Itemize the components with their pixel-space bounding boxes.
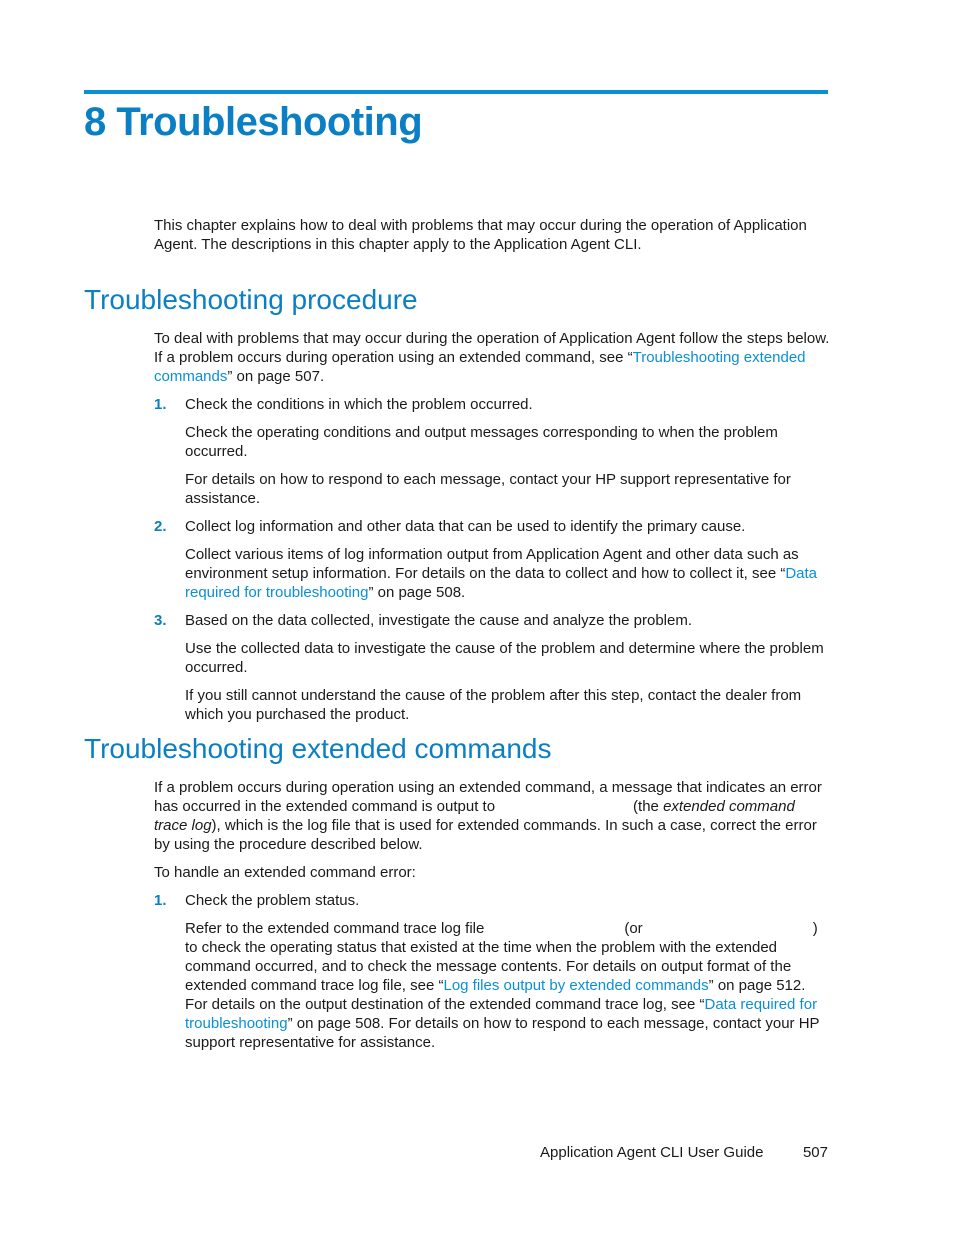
step-number: 2. bbox=[154, 518, 167, 535]
section-extended-body bbox=[154, 778, 830, 1061]
extended-lead: To handle an extended command error: bbox=[154, 864, 416, 881]
section-procedure-body bbox=[154, 329, 830, 733]
list-item: 2. Collect log information and other data that can be used to identify the primary cause. bbox=[154, 518, 746, 535]
page-number: 507 bbox=[802, 1144, 828, 1161]
step-number: 3. bbox=[154, 612, 167, 629]
step-detail: If you still cannot understand the cause of the problem after this step, contact the dealer from which you purchased the product. bbox=[185, 687, 802, 723]
step-detail: Collect various items of log information output from Application Agent and other data such as environment setup information. For details on the data to collect and how to collect it, see “Data required for troubleshooting” on page 508. bbox=[185, 546, 818, 601]
link-data-required-2[interactable]: Data required for troubleshooting bbox=[185, 996, 818, 1032]
procedure-intro: To deal with problems that may occur during the operation of Application Agent follow the steps below. If a problem occurs during operation using an extended command, see “Troubleshooting extended commands” on page 507. bbox=[154, 330, 830, 385]
chapter-title: 8 Troubleshooting bbox=[84, 100, 423, 144]
chapter-intro: This chapter explains how to deal with problems that may occur during the operation of Application Agent. The descriptions in this chapter apply to the Application Agent CLI. bbox=[154, 217, 807, 253]
section-heading-procedure: Troubleshooting procedure bbox=[84, 284, 418, 315]
link-log-files[interactable]: Log files output by extended commands bbox=[443, 977, 709, 994]
link-data-required[interactable]: Data required for troubleshooting bbox=[185, 565, 818, 601]
chapter-rule bbox=[84, 90, 828, 94]
step-number: 1. bbox=[154, 892, 167, 909]
step-detail: Refer to the extended command trace log file (or ) to check the operating status that existed at the time when the problem with the extended command occurred, and to check the message contents. For details on output format of the extended command trace log file, see “Log files output by extended commands” on page 512. For details on the output destination of the extended command trace log, see “Data required for troubleshooting” on page 508. For details on how to respond to each message, contact your HP support representative for assistance. bbox=[185, 920, 820, 1051]
step-detail: Use the collected data to investigate the cause of the problem and determine where the problem occurred. bbox=[185, 640, 824, 676]
step-detail: For details on how to respond to each message, contact your HP support representative for assistance. bbox=[185, 471, 791, 507]
link-troubleshooting-extended-commands[interactable]: Troubleshooting extended commands bbox=[154, 349, 806, 385]
step-number: 1. bbox=[154, 396, 167, 413]
list-item: 1. Check the conditions in which the problem occurred. bbox=[154, 396, 533, 413]
list-item: 1. Check the problem status. bbox=[154, 892, 360, 909]
step-detail: Check the operating conditions and output messages corresponding to when the problem occurred. bbox=[185, 424, 778, 460]
extended-intro: If a problem occurs during operation using an extended command, a message that indicates an error has occurred in the extended command is output to (the extended command trace log), which is the log file that is used for extended commands. In such a case, correct the error by using the procedure described below. bbox=[154, 779, 822, 853]
section-heading-extended: Troubleshooting extended commands bbox=[84, 733, 552, 764]
list-item: 3. Based on the data collected, investigate the cause and analyze the problem. bbox=[154, 612, 693, 629]
footer-guide-title: Application Agent CLI User Guide bbox=[540, 1144, 764, 1161]
